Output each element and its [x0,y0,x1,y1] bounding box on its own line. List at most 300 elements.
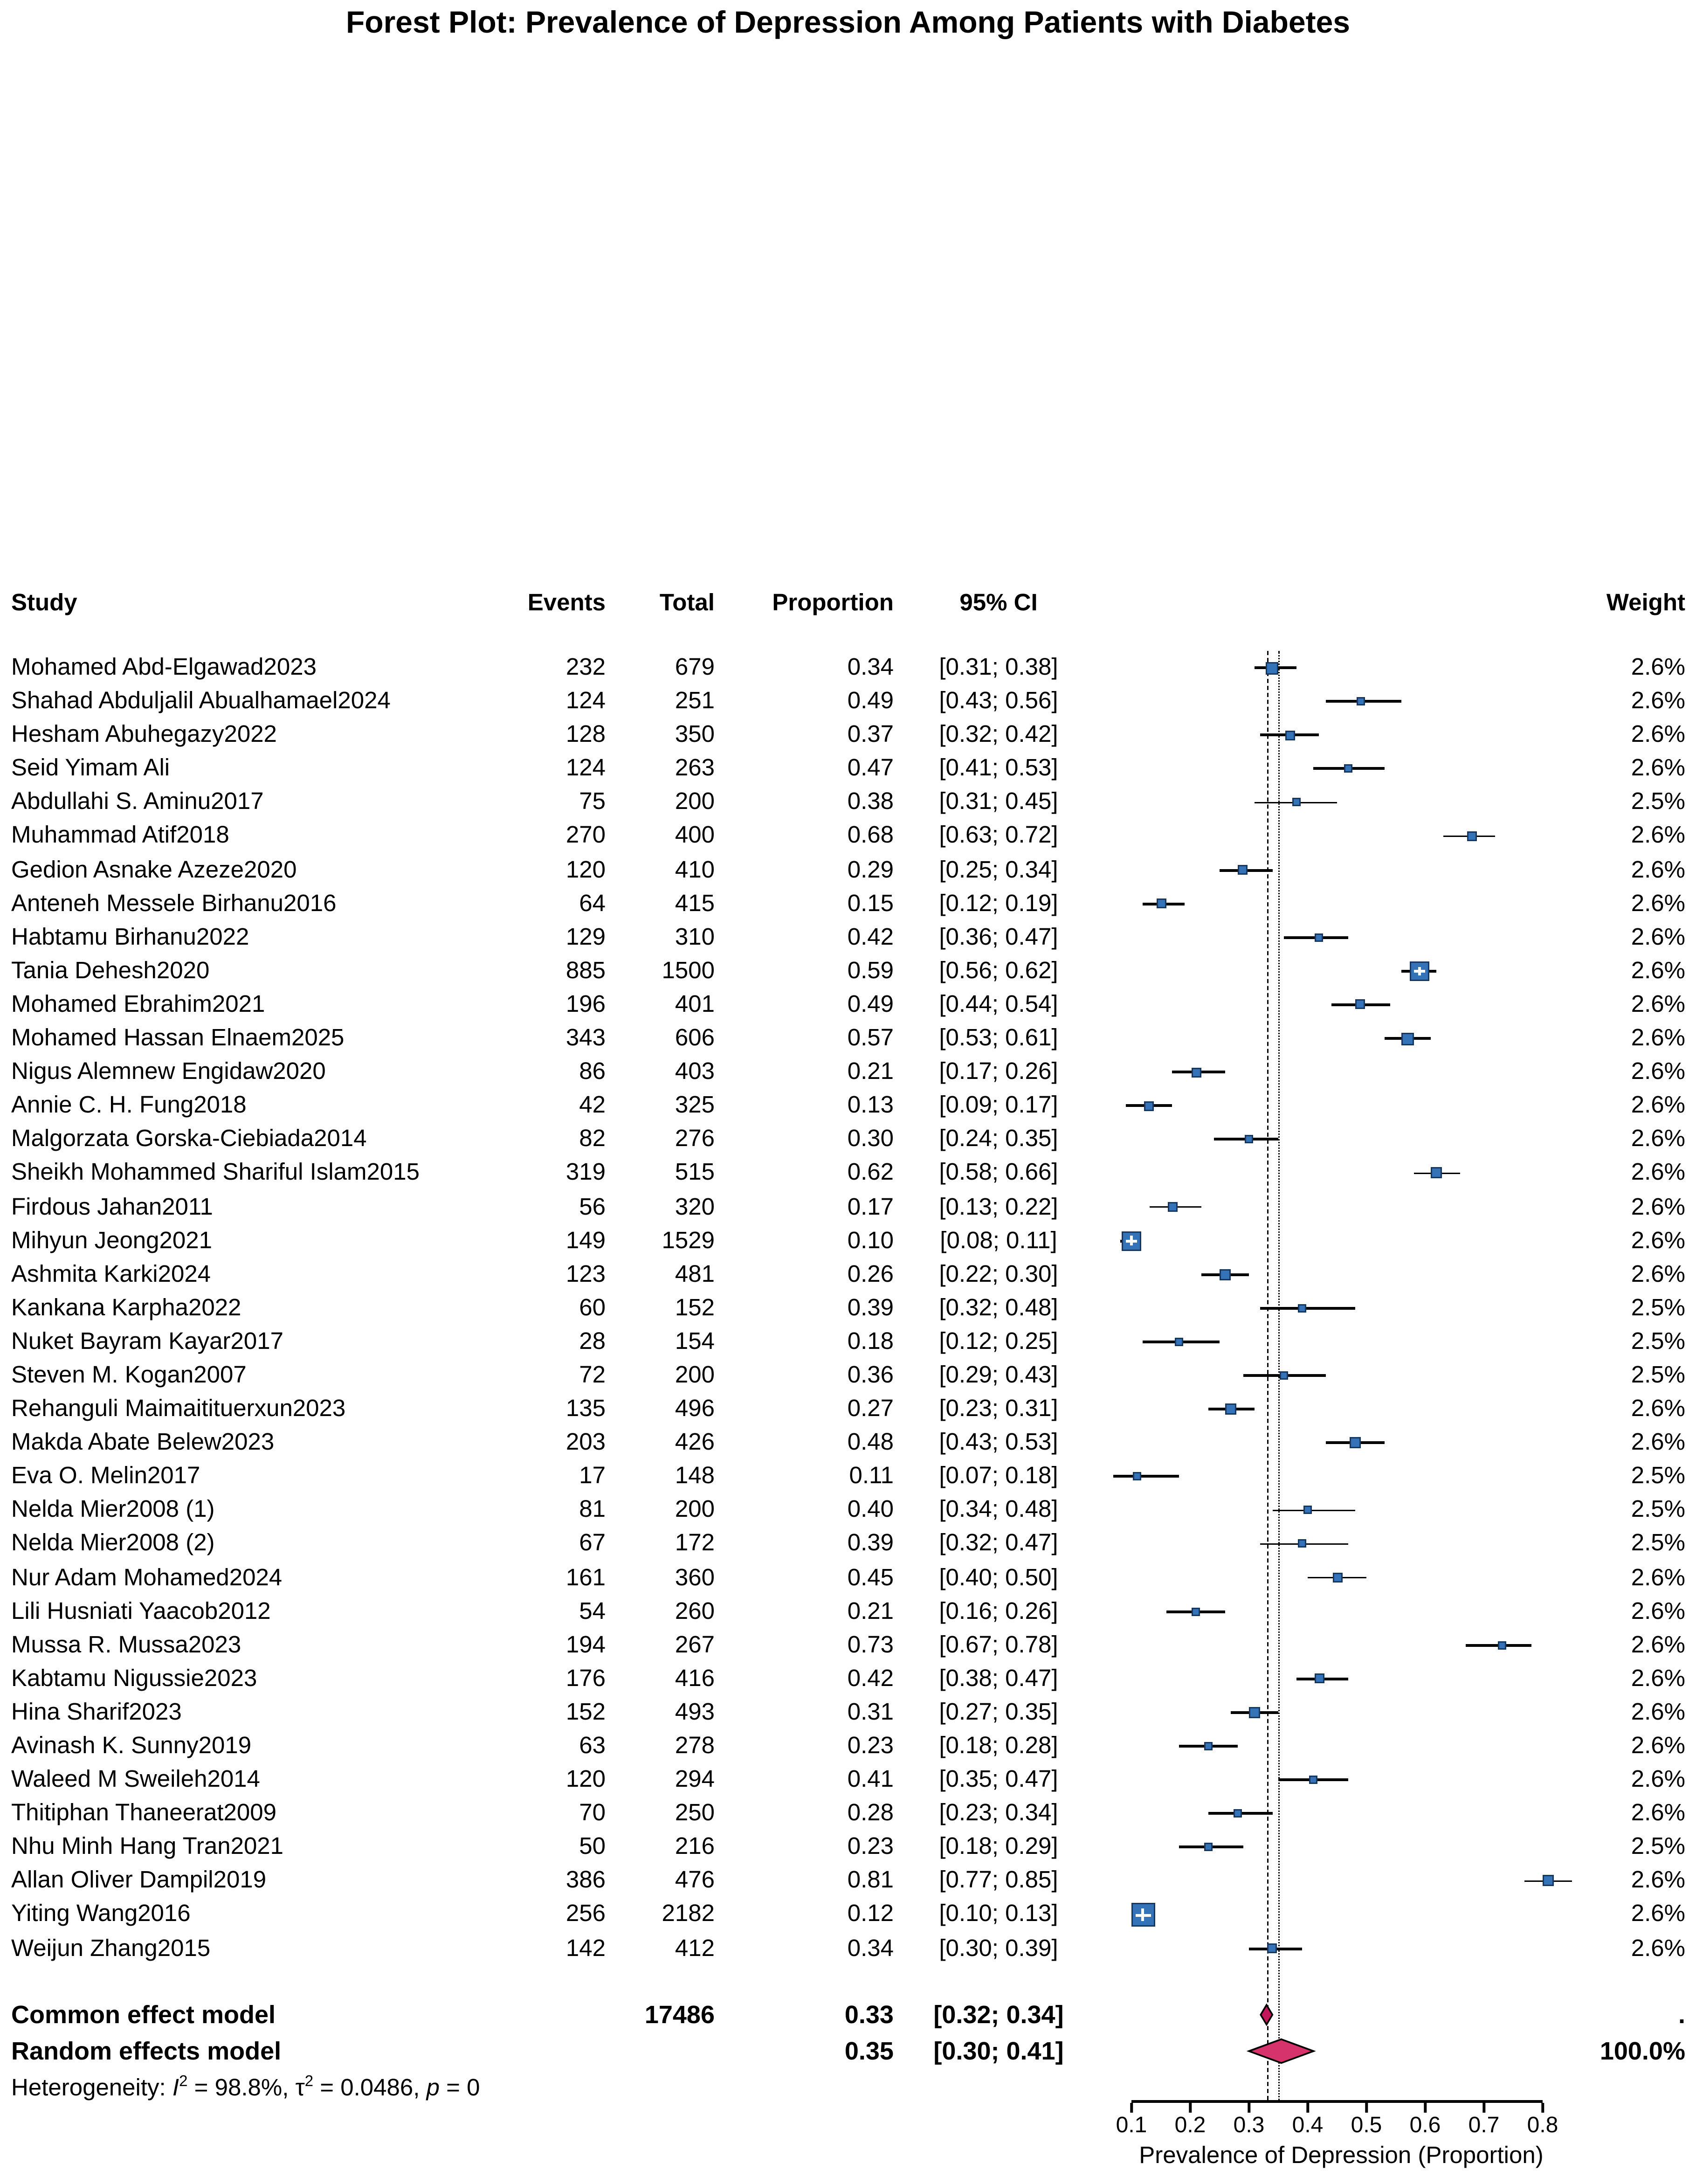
axis-tick-label: 0.3 [1233,2113,1265,2137]
total-value: 360 [675,1563,715,1590]
weight-value: 2.6% [1631,1429,1685,1456]
weight-value: 2.6% [1631,1597,1685,1624]
proportion-value: 0.29 [847,856,894,883]
events-value: 120 [565,1766,606,1793]
proportion-value: 0.34 [847,1934,894,1961]
axis-tick-label: 0.2 [1174,2113,1206,2137]
ci-plot-cell [1103,920,1579,954]
total-value: 415 [675,889,715,916]
events-value: 194 [565,1631,606,1658]
study-row [11,1696,1685,1729]
study-row [11,1898,1685,1931]
total-value: 416 [675,1665,715,1692]
ci-value: [0.36; 0.47] [939,923,1058,950]
weight-value: 2.6% [1631,889,1685,916]
het-p-label: p [426,2073,440,2101]
proportion-value: 0.49 [847,687,894,714]
ci-plot-cell [1103,887,1579,920]
col-header-plot-spacer [1103,587,1579,620]
ci-value: [0.34; 0.48] [939,1496,1058,1523]
ci-value: [0.27; 0.35] [939,1698,1058,1725]
ci-plot-cell [1103,1864,1579,1898]
events-value: 63 [579,1732,606,1759]
weight-value: 2.6% [1631,654,1685,680]
ci-value: [0.32; 0.48] [939,1294,1058,1321]
plot-body [11,651,1685,2175]
axis-tick-label: 0.6 [1409,2113,1441,2137]
study-name: Nelda Mier2008 (2) [11,1530,215,1557]
plot-footer [11,2069,1685,2175]
events-value: 135 [565,1395,606,1422]
summary-ci: [0.30; 0.41] [933,2036,1064,2065]
study-row [11,1460,1685,1493]
proportion-value: 0.28 [847,1799,894,1826]
events-value: 123 [565,1260,606,1287]
summary-weight: . [1678,2000,1685,2028]
study-row [11,1932,1685,1965]
proportion-value: 0.73 [847,1631,894,1658]
events-value: 50 [579,1833,606,1860]
ci-value: [0.08; 0.11] [940,1226,1057,1253]
ci-line [1114,1475,1179,1478]
ci-plot-cell [1103,819,1579,853]
study-name: Allan Oliver Dampil2019 [11,1867,267,1894]
weight-value: 2.6% [1631,923,1685,950]
events-value: 319 [565,1159,606,1186]
summary-diamond [1103,2032,1579,2069]
study-name: Nur Adam Mohamed2024 [11,1563,283,1590]
events-value: 161 [565,1563,606,1590]
effect-square [1332,1573,1342,1583]
effect-square [1297,1304,1306,1312]
study-name: Kankana Karpha2022 [11,1294,241,1321]
weight-value: 2.6% [1631,1260,1685,1287]
ci-plot-cell [1103,1392,1579,1426]
effect-square [1280,1371,1289,1380]
weight-value: 2.6% [1631,1901,1685,1928]
ci-value: [0.18; 0.28] [939,1732,1058,1759]
ci-value: [0.24; 0.35] [939,1125,1058,1152]
events-value: 67 [579,1530,606,1557]
weight-value: 2.6% [1631,754,1685,781]
events-value: 124 [565,687,606,714]
events-value: 17 [579,1462,606,1489]
study-row [11,752,1685,786]
study-row [11,819,1685,853]
study-name: Mohamed Hassan Elnaem2025 [11,1024,345,1051]
proportion-value: 0.39 [847,1530,894,1557]
events-value: 152 [565,1698,606,1725]
ci-value: [0.12; 0.19] [939,889,1058,916]
weight-value: 2.6% [1631,687,1685,714]
axis-tick-label: 0.4 [1292,2113,1324,2137]
study-row [11,853,1685,887]
ci-value: [0.25; 0.34] [939,856,1058,883]
effect-square [1356,697,1365,705]
study-row [11,887,1685,920]
study-name: Rehanguli Maimaitituerxun2023 [11,1395,346,1422]
study-row [11,1291,1685,1325]
effect-square [1431,1168,1442,1179]
summary-events [501,2032,606,2069]
proportion-value: 0.18 [847,1327,894,1355]
study-row [11,1493,1685,1527]
axis-tick [1424,2102,1426,2112]
weight-value: 2.6% [1631,1732,1685,1759]
events-value: 149 [565,1226,606,1253]
axis-tick [1248,2102,1250,2112]
proportion-value: 0.57 [847,1024,894,1051]
study-name: Nhu Minh Hang Tran2021 [11,1833,284,1860]
total-value: 1500 [662,957,715,984]
study-row [11,1426,1685,1459]
square-center-mark [1130,1236,1133,1245]
square-center-mark [1418,967,1420,976]
total-value: 350 [675,721,715,748]
study-row [11,1359,1685,1392]
study-name: Mohamed Ebrahim2021 [11,990,265,1017]
ci-plot-cell [1103,1325,1579,1359]
col-header-proportion: Proportion [772,589,894,616]
study-row [11,719,1685,752]
ci-plot-cell [1103,1932,1579,1965]
study-row [11,1561,1685,1595]
total-value: 260 [675,1597,715,1624]
ci-plot-cell [1103,1662,1579,1695]
ci-value: [0.77; 0.85] [939,1867,1058,1894]
study-name: Mihyun Jeong2021 [11,1226,213,1253]
total-value: 481 [675,1260,715,1287]
study-row [11,1325,1685,1359]
effect-square [1238,865,1248,875]
effect-square [1122,1231,1141,1251]
het-i2-label: I [172,2073,179,2101]
study-row [11,988,1685,1022]
effect-square [1344,765,1353,773]
weight-value: 2.5% [1631,1462,1685,1489]
ci-plot-cell [1103,1628,1579,1662]
effect-square [1168,1202,1178,1212]
effect-square [1297,1540,1306,1548]
weight-value: 2.5% [1631,1530,1685,1557]
effect-square [1245,1135,1253,1144]
weight-value: 2.6% [1631,822,1685,849]
events-value: 42 [579,1092,606,1119]
ci-value: [0.17; 0.26] [939,1058,1058,1085]
weight-value: 2.6% [1631,1867,1685,1894]
proportion-value: 0.62 [847,1159,894,1186]
total-value: 400 [675,822,715,849]
ci-plot-cell [1103,1426,1579,1459]
events-value: 343 [565,1024,606,1051]
ci-value: [0.43; 0.56] [939,687,1058,714]
ci-plot-cell [1103,1831,1579,1864]
weight-value: 2.6% [1631,721,1685,748]
effect-square [1467,831,1477,841]
chart-title: Forest Plot: Prevalence of Depression Among Patients with Diabetes [345,5,1351,40]
proportion-value: 0.59 [847,957,894,984]
total-value: 426 [675,1429,715,1456]
ci-plot-cell [1103,1224,1579,1258]
study-rows [11,651,1685,1965]
weight-value: 2.6% [1631,1024,1685,1051]
weight-value: 2.6% [1631,1193,1685,1220]
weight-value: 2.6% [1631,1934,1685,1961]
weight-value: 2.5% [1631,1327,1685,1355]
events-value: 81 [579,1496,606,1523]
events-value: 82 [579,1125,606,1152]
events-value: 203 [565,1429,606,1456]
ci-value: [0.43; 0.53] [939,1429,1058,1456]
events-value: 232 [565,654,606,680]
ci-value: [0.30; 0.39] [939,1934,1058,1961]
total-value: 412 [675,1934,715,1961]
effect-square [1131,1903,1155,1927]
ci-plot-cell [1103,1055,1579,1089]
ci-value: [0.56; 0.62] [939,957,1058,984]
ci-value: [0.23; 0.31] [939,1395,1058,1422]
study-name: Ashmita Karki2024 [11,1260,211,1287]
ci-plot-cell [1103,1763,1579,1797]
ci-plot-cell [1103,1258,1579,1291]
total-value: 152 [675,1294,715,1321]
study-name: Shahad Abduljalil Abualhamael2024 [11,687,391,714]
axis-tick [1306,2102,1309,2112]
study-name: Annie C. H. Fung2018 [11,1092,247,1119]
weight-value: 2.5% [1631,1496,1685,1523]
ci-value: [0.58; 0.66] [939,1159,1058,1186]
het-i2-value: = 98.8%, [187,2073,296,2101]
events-value: 129 [565,923,606,950]
study-row [11,920,1685,954]
effect-square [1204,1742,1212,1750]
x-axis [1103,2100,1579,2175]
effect-square [1233,1810,1241,1818]
ci-value: [0.44; 0.54] [939,990,1058,1017]
ci-plot-cell [1103,1291,1579,1325]
axis-tick [1541,2102,1544,2112]
ci-value: [0.23; 0.34] [939,1799,1058,1826]
random-effects-row [11,2032,1685,2069]
ci-plot-cell [1103,1123,1579,1156]
summary-label: Common effect model [11,2000,276,2028]
total-value: 251 [675,687,715,714]
study-row [11,1797,1685,1831]
study-row [11,1527,1685,1561]
ci-value: [0.29; 0.43] [939,1361,1058,1388]
proportion-value: 0.27 [847,1395,894,1422]
study-name: Waleed M Sweileh2014 [11,1766,260,1793]
proportion-value: 0.26 [847,1260,894,1287]
ci-plot-cell [1103,1156,1579,1190]
study-name: Firdous Jahan2011 [11,1193,213,1220]
total-value: 216 [675,1833,715,1860]
weight-value: 2.5% [1631,1294,1685,1321]
ci-plot-cell [1103,719,1579,752]
study-row [11,684,1685,718]
weight-value: 2.6% [1631,990,1685,1017]
x-axis-line [1131,2100,1543,2102]
het-tau-sup: 2 [304,2073,314,2090]
events-value: 56 [579,1193,606,1220]
ci-plot-cell [1103,954,1579,988]
study-name: Habtamu Birhanu2022 [11,923,249,950]
effect-square [1191,1067,1201,1077]
axis-tick [1365,2102,1367,2112]
weight-value: 2.6% [1631,1563,1685,1590]
total-value: 1529 [662,1226,715,1253]
proportion-value: 0.81 [847,1867,894,1894]
forest-plot [11,587,1685,2175]
effect-square [1356,1000,1365,1009]
total-value: 148 [675,1462,715,1489]
study-row [11,1258,1685,1291]
weight-value: 2.6% [1631,1698,1685,1725]
study-name: Lili Husniati Yaacob2012 [11,1597,271,1624]
ci-plot-cell [1103,1797,1579,1831]
summary-proportion: 0.35 [844,2036,894,2065]
het-prefix: Heterogeneity: [11,2073,172,2101]
events-value: 64 [579,889,606,916]
ci-plot-cell [1103,752,1579,786]
col-header-total: Total [659,589,715,616]
study-name: Eva O. Melin2017 [11,1462,200,1489]
ci-plot-cell [1103,1696,1579,1729]
total-value: 679 [675,654,715,680]
proportion-value: 0.42 [847,1665,894,1692]
proportion-value: 0.38 [847,788,894,816]
axis-tick [1189,2102,1191,2112]
weight-value: 2.6% [1631,1226,1685,1253]
proportion-value: 0.17 [847,1193,894,1220]
proportion-value: 0.48 [847,1429,894,1456]
study-name: Sheikh Mohammed Shariful Islam2015 [11,1159,420,1186]
weight-value: 2.6% [1631,1159,1685,1186]
study-row [11,1022,1685,1055]
study-name: Tania Dehesh2020 [11,957,210,984]
effect-square [1315,933,1324,941]
events-value: 196 [565,990,606,1017]
total-value: 200 [675,1496,715,1523]
ci-line [1261,1307,1355,1309]
study-name: Malgorzata Gorska-Ciebiada2014 [11,1125,367,1152]
het-p-value: = 0 [439,2073,480,2101]
study-row [11,651,1685,684]
effect-square [1144,1101,1154,1111]
proportion-value: 0.42 [847,923,894,950]
events-value: 386 [565,1867,606,1894]
ci-value: [0.67; 0.78] [939,1631,1058,1658]
study-row [11,1156,1685,1190]
weight-value: 2.6% [1631,957,1685,984]
study-row [11,1831,1685,1864]
axis-tick-label: 0.8 [1527,2113,1558,2137]
study-name: Seid Yimam Ali [11,754,170,781]
study-row [11,1392,1685,1426]
total-value: 263 [675,754,715,781]
summary-diamond-cell [1103,2032,1579,2069]
ci-value: [0.18; 0.29] [939,1833,1058,1860]
total-value: 278 [675,1732,715,1759]
effect-square [1303,1506,1312,1514]
events-value: 72 [579,1361,606,1388]
ci-plot-cell [1103,1460,1579,1493]
study-name: Thitiphan Thaneerat2009 [11,1799,277,1826]
weight-value: 2.6% [1631,1631,1685,1658]
study-row [11,1763,1685,1797]
proportion-value: 0.40 [847,1496,894,1523]
proportion-value: 0.15 [847,889,894,916]
effect-square [1156,899,1166,909]
ci-value: [0.63; 0.72] [939,822,1058,849]
total-value: 310 [675,923,715,950]
summary-total: 17486 [644,2000,715,2028]
effect-square [1285,730,1295,740]
proportion-value: 0.10 [847,1226,894,1253]
axis-tick-label: 0.7 [1468,2113,1500,2137]
effect-square [1204,1843,1212,1852]
ci-value: [0.32; 0.47] [939,1530,1058,1557]
events-value: 54 [579,1597,606,1624]
proportion-value: 0.31 [847,1698,894,1725]
total-value: 476 [675,1867,715,1894]
total-value: 294 [675,1766,715,1793]
study-name: Anteneh Messele Birhanu2016 [11,889,337,916]
weight-value: 2.6% [1631,1395,1685,1422]
ci-value: [0.10; 0.13] [939,1901,1058,1928]
events-value: 270 [565,822,606,849]
proportion-value: 0.23 [847,1732,894,1759]
proportion-value: 0.12 [847,1901,894,1928]
total-value: 2182 [662,1901,715,1928]
ci-value: [0.13; 0.22] [939,1193,1058,1220]
effect-square [1497,1641,1506,1649]
ci-plot-cell [1103,1527,1579,1561]
summary-ci: [0.32; 0.34] [933,2000,1064,2028]
ci-value: [0.53; 0.61] [939,1024,1058,1051]
proportion-value: 0.68 [847,822,894,849]
ci-plot-cell [1103,651,1579,684]
axis-tick [1482,2102,1485,2112]
events-value: 176 [565,1665,606,1692]
ci-plot-cell [1103,1493,1579,1527]
study-row [11,1662,1685,1695]
weight-value: 2.5% [1631,1833,1685,1860]
effect-square [1192,1607,1200,1616]
proportion-value: 0.11 [849,1462,894,1489]
study-name: Kabtamu Nigussie2023 [11,1665,257,1692]
events-value: 70 [579,1799,606,1826]
study-row [11,1628,1685,1662]
proportion-value: 0.23 [847,1833,894,1860]
events-value: 75 [579,788,606,816]
ci-plot-cell [1103,1595,1579,1628]
ci-value: [0.12; 0.25] [939,1327,1058,1355]
effect-square [1268,1943,1277,1953]
ci-plot-cell [1103,1729,1579,1763]
proportion-value: 0.45 [847,1563,894,1590]
summary-rows [11,1996,1685,2069]
events-value: 86 [579,1058,606,1085]
total-value: 403 [675,1058,715,1085]
events-value: 28 [579,1327,606,1355]
study-name: Makda Abate Belew2023 [11,1429,275,1456]
study-row [11,786,1685,819]
effect-square [1266,662,1279,674]
proportion-value: 0.21 [847,1058,894,1085]
study-row [11,954,1685,988]
effect-square [1174,1338,1183,1346]
